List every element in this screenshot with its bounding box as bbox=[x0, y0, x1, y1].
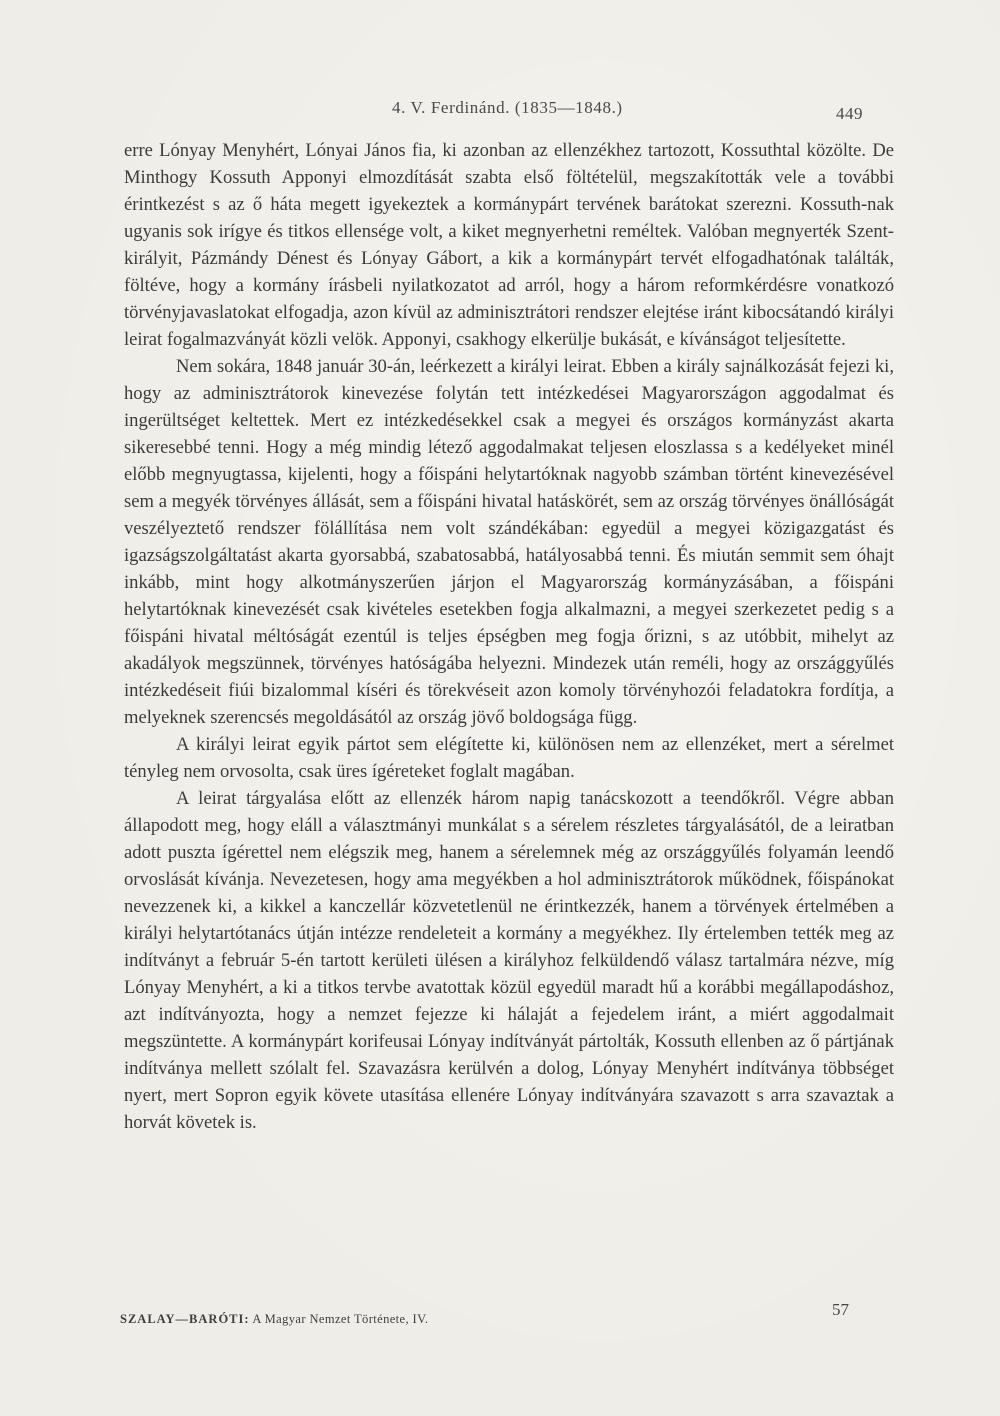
body-text bbox=[124, 137, 894, 1136]
footer-signature bbox=[120, 1312, 428, 1327]
paragraph-3: A királyi leirat egyik pártot sem elégítette ki, különösen nem az ellenzéket, mert a sérelmet tényleg nem orvosolta, csak üres ígéreteket foglalt magában. bbox=[124, 734, 894, 782]
page-number: 449 bbox=[836, 104, 863, 123]
footer-authors: SZALAY—BARÓTI: bbox=[120, 1312, 250, 1326]
footer-book-title: A Magyar Nemzet Története, IV. bbox=[252, 1312, 429, 1326]
sheet-number: 57 bbox=[832, 1300, 849, 1319]
paragraph-1: erre Lónyay Menyhért, Lónyai János fia, ki azonban az ellenzékhez tartozott, Kossuthtal közölte. De Minthogy Kossuth Apponyi elmozdítását szabta első föltételül, megszakították vele a további érintkezést s az ő háta megett igyekeztek a kormánypárt tervének barátokat szerezni. Kossuth-nak ugyanis sok irígye és titkos ellensége volt, a kiket megnyerhetni reméltek. Valóban megnyerték Szent-királyit, Pázmándy Dénest és Lónyay Gábort, a kik a kormánypárt tervét elfogadhatónak találták, föltéve, hogy a kormány írásbeli nyilatkozatot ad arról, hogy a három reformkérdésre vonatkozó törvényjavaslatokat elfogadja, azon kívül az adminisztrátori rendszer elejtése iránt kibocsátandó királyi leirat fogalmazványát közli velök. Apponyi, csakhogy elkerülje bukását, e kívánságot teljesítette. bbox=[124, 140, 894, 350]
running-title: 4. V. Ferdinánd. (1835—1848.) bbox=[392, 98, 623, 117]
paragraph-4: A leirat tárgyalása előtt az ellenzék három napig tanácskozott a teendőkről. Végre abban állapodott meg, hogy eláll a választmányi munkálat s a sérelem részletes tárgyalásától, de a leiratban adott puszta ígérettel nem elégszik meg, hanem a sérelemnek még az országgyűlés folyamán leendő orvoslását kívánja. Nevezetesen, hogy ama megyékben a hol adminisztrátorok működnek, főispánokat nevezzenek ki, a kikkel a kanczellár közvetetlenül ne érintkezzék, hanem a törvények értelmében a királyi helytartótanács útján intézze rendeleteit a kormány a megyékhez. Ily értelemben tették meg az indítványt a február 5-én tartott kerületi ülésen a királyhoz felküldendő válasz tartalmára nézve, míg Lónyay Menyhért, a ki a titkos tervbe avatottak közül egyedül maradt hű a korábbi megállapodáshoz, azt indítványozta, hogy a nemzet fejezze ki hálaját a fejedelem iránt, a miért aggodalmait megszüntette. A kormánypárt korifeusai Lónyay indítványát pártolták, Kossuth ellenben az ő pártjának indítványa mellett szólalt fel. Szavazásra kerülvén a dolog, Lónyay Menyhért indítványa többséget nyert, mert Sopron egyik követe utasítása ellenére Lónyay indítványára szavazott s arra szavaztak a horvát követek is. bbox=[124, 788, 894, 1133]
running-head bbox=[0, 98, 1000, 128]
paragraph-2: Nem sokára, 1848 január 30-án, leérkezett a királyi leirat. Ebben a király sajnálkozását fejezi ki, hogy az adminisztrátorok kinevezése folytán tett intézkedései Magyarországon aggodalmat és ingerültséget keltettek. Mert ez intézkedésekkel csak a megyei és országos kormányzást akarta sikeresebbé tenni. Hogy a még mindig létező aggodalmakat teljesen eloszlassa s a kedélyeket minél előbb megnyugtassa, kijelenti, hogy a főispáni helytartóknak nagyobb számban történt kinevezésével sem a megyék törvényes állását, sem a főispáni hivatal hatáskörét, sem az ország törvényes önállóságát veszélyeztető rendszer fölállítása nem volt szándékában: egyedül a megyei közigazgatást és igazságszolgáltatást akarta gyorsabbá, szabatosabbá, hatályosabbá tenni. És miután semmit sem óhajt inkább, mint hogy alkotmányszerűen járjon el Magyarország kormányzásában, a főispáni helytartóknak kinevezését csak kivételes esetekben fogja alkalmazni, a megyei szerkezetet pedig s a főispáni hivatal méltóságát ezentúl is teljes épségben meg fogja őrizni, s az utóbbit, mihelyt az akadályok megszünnek, törvényes hatóságába helyezni. Mindezek után reméli, hogy az országgyűlés intézkedéseit fiúi bizalommal kíséri és törekvéseit azon komoly törvényhozói feladatokra fordítja, a melyeknek szerencsés megoldásától az ország jövő boldogsága függ. bbox=[124, 356, 894, 728]
page-footer bbox=[0, 1300, 1000, 1340]
